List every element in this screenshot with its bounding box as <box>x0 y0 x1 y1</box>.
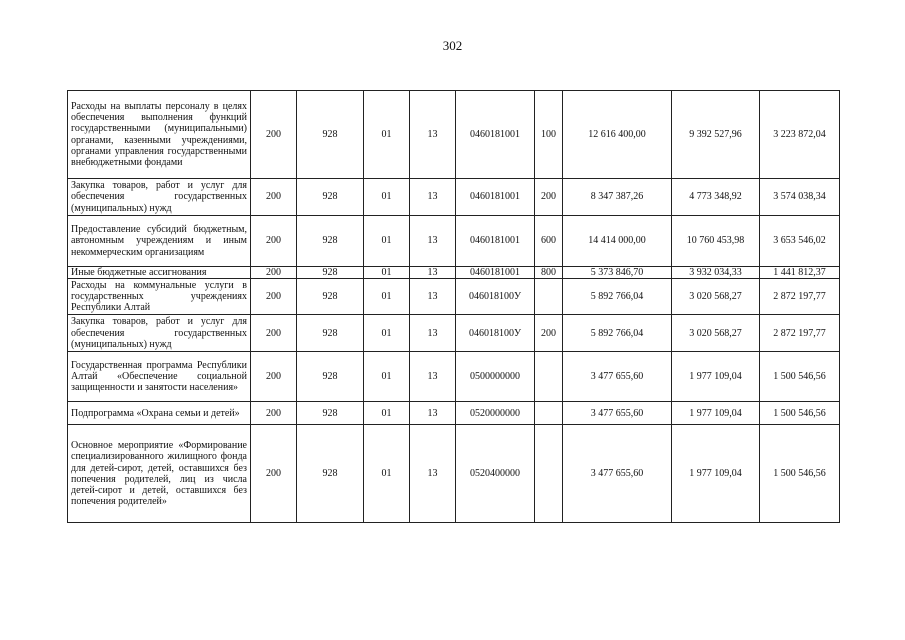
cell-section: 01 <box>364 279 410 315</box>
cell-code-2: 928 <box>297 91 364 179</box>
cell-code-2: 928 <box>297 267 364 279</box>
row-description: Иные бюджетные ассигнования <box>68 267 251 279</box>
cell-amount-remaining: 3 574 038,34 <box>760 179 840 216</box>
cell-expense-type: 800 <box>535 267 563 279</box>
cell-section: 01 <box>364 91 410 179</box>
cell-amount-executed: 10 760 453,98 <box>672 216 760 267</box>
table-row <box>68 402 840 425</box>
cell-target-article: 0460181001 <box>456 267 535 279</box>
cell-amount-plan: 3 477 655,60 <box>563 425 672 523</box>
cell-amount-plan: 3 477 655,60 <box>563 352 672 402</box>
table-row <box>68 216 840 267</box>
cell-subsection: 13 <box>410 352 456 402</box>
cell-amount-remaining: 2 872 197,77 <box>760 279 840 315</box>
cell-code-ved: 200 <box>251 425 297 523</box>
cell-amount-remaining: 1 441 812,37 <box>760 267 840 279</box>
cell-subsection: 13 <box>410 402 456 425</box>
cell-amount-remaining: 1 500 546,56 <box>760 402 840 425</box>
cell-code-ved: 200 <box>251 267 297 279</box>
cell-amount-plan: 12 616 400,00 <box>563 91 672 179</box>
cell-code-2: 928 <box>297 279 364 315</box>
cell-subsection: 13 <box>410 267 456 279</box>
table-row <box>68 425 840 523</box>
cell-amount-executed: 9 392 527,96 <box>672 91 760 179</box>
cell-section: 01 <box>364 267 410 279</box>
cell-amount-plan: 5 892 766,04 <box>563 279 672 315</box>
cell-amount-executed: 3 020 568,27 <box>672 279 760 315</box>
row-description: Предоставление субсидий бюджетным, автономным учреждениям и иным некоммерческим организациям <box>68 216 251 267</box>
cell-expense-type <box>535 425 563 523</box>
cell-amount-plan: 5 373 846,70 <box>563 267 672 279</box>
cell-code-2: 928 <box>297 352 364 402</box>
cell-expense-type: 100 <box>535 91 563 179</box>
cell-expense-type <box>535 279 563 315</box>
row-description: Расходы на коммунальные услуги в государственных учреждениях Республики Алтай <box>68 279 251 315</box>
cell-amount-executed: 3 020 568,27 <box>672 315 760 352</box>
cell-code-2: 928 <box>297 402 364 425</box>
cell-amount-executed: 3 932 034,33 <box>672 267 760 279</box>
cell-expense-type: 200 <box>535 315 563 352</box>
row-description: Закупка товаров, работ и услуг для обеспечения государственных (муниципальных) нужд <box>68 315 251 352</box>
table-row <box>68 179 840 216</box>
cell-amount-executed: 1 977 109,04 <box>672 425 760 523</box>
cell-amount-remaining: 1 500 546,56 <box>760 425 840 523</box>
table-row <box>68 267 840 279</box>
cell-section: 01 <box>364 402 410 425</box>
cell-amount-plan: 5 892 766,04 <box>563 315 672 352</box>
table-row <box>68 91 840 179</box>
cell-amount-remaining: 1 500 546,56 <box>760 352 840 402</box>
cell-target-article: 0460181001 <box>456 179 535 216</box>
row-description: Подпрограмма «Охрана семьи и детей» <box>68 402 251 425</box>
cell-amount-remaining: 3 223 872,04 <box>760 91 840 179</box>
cell-target-article: 0460181001 <box>456 91 535 179</box>
cell-amount-remaining: 3 653 546,02 <box>760 216 840 267</box>
cell-expense-type <box>535 352 563 402</box>
cell-section: 01 <box>364 179 410 216</box>
cell-code-2: 928 <box>297 179 364 216</box>
table-row <box>68 279 840 315</box>
row-description: Основное мероприятие «Формирование специализированного жилищного фонда для детей-сирот, детей, оставшихся без попечения родителей, лиц из числа детей-сирот и детей, оставшихся без попечения родителей» <box>68 425 251 523</box>
cell-code-2: 928 <box>297 315 364 352</box>
cell-amount-executed: 4 773 348,92 <box>672 179 760 216</box>
cell-code-2: 928 <box>297 216 364 267</box>
cell-expense-type: 600 <box>535 216 563 267</box>
cell-amount-plan: 3 477 655,60 <box>563 402 672 425</box>
row-description: Расходы на выплаты персоналу в целях обеспечения выполнения функций государственными (муниципальными) органами, казенными учреждениями, органами управления государственными внебюджетными фондами <box>68 91 251 179</box>
cell-amount-plan: 8 347 387,26 <box>563 179 672 216</box>
cell-code-2: 928 <box>297 425 364 523</box>
cell-amount-remaining: 2 872 197,77 <box>760 315 840 352</box>
cell-subsection: 13 <box>410 179 456 216</box>
cell-target-article: 0500000000 <box>456 352 535 402</box>
cell-code-ved: 200 <box>251 91 297 179</box>
cell-section: 01 <box>364 352 410 402</box>
cell-amount-executed: 1 977 109,04 <box>672 352 760 402</box>
table-row <box>68 315 840 352</box>
cell-subsection: 13 <box>410 91 456 179</box>
cell-subsection: 13 <box>410 279 456 315</box>
cell-amount-executed: 1 977 109,04 <box>672 402 760 425</box>
cell-expense-type: 200 <box>535 179 563 216</box>
cell-subsection: 13 <box>410 315 456 352</box>
cell-expense-type <box>535 402 563 425</box>
cell-target-article: 0460181001 <box>456 216 535 267</box>
table-row <box>68 352 840 402</box>
cell-target-article: 0520000000 <box>456 402 535 425</box>
page-number: 302 <box>442 38 463 53</box>
cell-target-article: 046018100У <box>456 315 535 352</box>
cell-section: 01 <box>364 315 410 352</box>
cell-code-ved: 200 <box>251 352 297 402</box>
cell-code-ved: 200 <box>251 179 297 216</box>
row-description: Закупка товаров, работ и услуг для обеспечения государственных (муниципальных) нужд <box>68 179 251 216</box>
cell-section: 01 <box>364 425 410 523</box>
cell-target-article: 0520400000 <box>456 425 535 523</box>
cell-code-ved: 200 <box>251 279 297 315</box>
cell-subsection: 13 <box>410 216 456 267</box>
cell-section: 01 <box>364 216 410 267</box>
cell-target-article: 046018100У <box>456 279 535 315</box>
cell-code-ved: 200 <box>251 216 297 267</box>
cell-amount-plan: 14 414 000,00 <box>563 216 672 267</box>
cell-subsection: 13 <box>410 425 456 523</box>
budget-table <box>67 90 840 523</box>
cell-code-ved: 200 <box>251 315 297 352</box>
row-description: Государственная программа Республики Алтай «Обеспечение социальной защищенности и занятости населения» <box>68 352 251 402</box>
cell-code-ved: 200 <box>251 402 297 425</box>
